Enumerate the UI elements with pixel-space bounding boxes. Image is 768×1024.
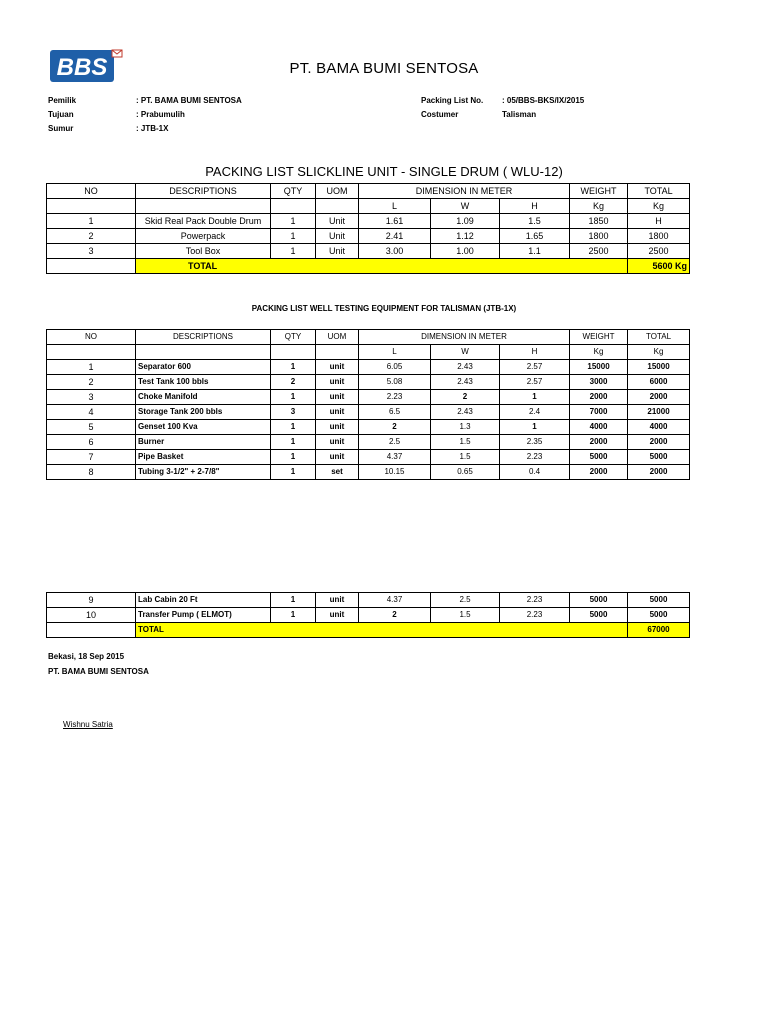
cell-no: 1 xyxy=(47,214,136,229)
cell-l: 5.08 xyxy=(359,375,431,390)
cell-l: 4.37 xyxy=(359,450,431,465)
cell-w: 1.5 xyxy=(431,435,500,450)
table-row xyxy=(47,390,690,405)
signatory-name: Wishnu Satria xyxy=(63,720,113,729)
cell-weight: 15000 xyxy=(570,360,628,375)
cell-total: 21000 xyxy=(628,405,690,420)
cell-qty: 2 xyxy=(271,375,316,390)
cell-total: 5000 xyxy=(628,608,690,623)
col-weight-header: WEIGHT xyxy=(570,330,628,345)
cell-desc: Storage Tank 200 bbls xyxy=(136,405,271,420)
cell-weight: 2500 xyxy=(570,244,628,259)
cell-no: 5 xyxy=(47,420,136,435)
cell-weight: 2000 xyxy=(570,435,628,450)
cell-h: 1 xyxy=(500,420,570,435)
customer-label: Costumer xyxy=(421,110,459,119)
well-value: : JTB-1X xyxy=(136,124,169,133)
cell-h: 1.5 xyxy=(500,214,570,229)
table-row xyxy=(47,229,690,244)
cell-uom: unit xyxy=(316,450,359,465)
total-label: TOTAL xyxy=(136,259,271,274)
cell-qty: 1 xyxy=(271,420,316,435)
table-row xyxy=(47,214,690,229)
cell-qty: 1 xyxy=(271,390,316,405)
table-row xyxy=(47,450,690,465)
cell-weight: 7000 xyxy=(570,405,628,420)
cell-h: 2.23 xyxy=(500,450,570,465)
info-values-right xyxy=(502,94,584,122)
cell-total: 15000 xyxy=(628,360,690,375)
cell-desc: Genset 100 Kva xyxy=(136,420,271,435)
cell-l: 6.05 xyxy=(359,360,431,375)
table-row xyxy=(47,465,690,480)
total-value: 5600 Kg xyxy=(628,259,690,274)
well-testing-packing-table xyxy=(46,329,690,480)
customer-value: Talisman xyxy=(502,110,537,119)
destination-value: : Prabumulih xyxy=(136,110,185,119)
cell-uom: Unit xyxy=(316,229,359,244)
total-value: 67000 xyxy=(628,623,690,638)
cell-qty: 1 xyxy=(271,244,316,259)
table-row xyxy=(47,375,690,390)
cell-no: 4 xyxy=(47,405,136,420)
cell-weight: 4000 xyxy=(570,420,628,435)
cell-weight: 5000 xyxy=(570,450,628,465)
cell-weight: 5000 xyxy=(570,608,628,623)
cell-w: 1.12 xyxy=(431,229,500,244)
cell-desc: Pipe Basket xyxy=(136,450,271,465)
table-row xyxy=(47,420,690,435)
owner-value: : PT. BAMA BUMI SENTOSA xyxy=(136,96,242,105)
cell-weight: 5000 xyxy=(570,593,628,608)
cell-l: 1.61 xyxy=(359,214,431,229)
total-label: TOTAL xyxy=(136,623,271,638)
col-dimension-header: DIMENSION IN METER xyxy=(359,330,570,345)
well-label: Sumur xyxy=(48,124,74,133)
cell-uom: unit xyxy=(316,390,359,405)
cell-w: 2.43 xyxy=(431,375,500,390)
cell-l: 2.23 xyxy=(359,390,431,405)
cell-total: 5000 xyxy=(628,450,690,465)
cell-h: 2.4 xyxy=(500,405,570,420)
total-row xyxy=(47,623,690,638)
cell-no: 2 xyxy=(47,375,136,390)
info-values-left xyxy=(136,94,242,136)
cell-h: 2.23 xyxy=(500,608,570,623)
cell-h: 1.65 xyxy=(500,229,570,244)
col-uom-header: UOM xyxy=(316,330,359,345)
cell-l: 6.5 xyxy=(359,405,431,420)
cell-uom: Unit xyxy=(316,214,359,229)
cell-w: 2.43 xyxy=(431,405,500,420)
cell-total: 2000 xyxy=(628,390,690,405)
cell-no: 9 xyxy=(47,593,136,608)
cell-total: 1800 xyxy=(628,229,690,244)
footer-company: PT. BAMA BUMI SENTOSA xyxy=(48,667,149,676)
col-total-header: TOTAL xyxy=(628,330,690,345)
cell-weight: 1850 xyxy=(570,214,628,229)
cell-no: 1 xyxy=(47,360,136,375)
cell-no: 3 xyxy=(47,390,136,405)
cell-uom: unit xyxy=(316,593,359,608)
cell-no: 7 xyxy=(47,450,136,465)
cell-l: 2.41 xyxy=(359,229,431,244)
table-subheader-row xyxy=(47,345,690,360)
cell-qty: 1 xyxy=(271,465,316,480)
cell-desc: Burner xyxy=(136,435,271,450)
cell-w: 2.43 xyxy=(431,360,500,375)
cell-qty: 1 xyxy=(271,229,316,244)
cell-desc: Separator 600 xyxy=(136,360,271,375)
col-h-header: H xyxy=(500,345,570,360)
cell-weight: 3000 xyxy=(570,375,628,390)
cell-qty: 3 xyxy=(271,405,316,420)
cell-w: 1.3 xyxy=(431,420,500,435)
cell-w: 2 xyxy=(431,390,500,405)
cell-no: 2 xyxy=(47,229,136,244)
col-l-header: L xyxy=(359,345,431,360)
cell-qty: 1 xyxy=(271,435,316,450)
place-date: Bekasi, 18 Sep 2015 xyxy=(48,652,125,661)
cell-h: 0.4 xyxy=(500,465,570,480)
cell-desc: Choke Manifold xyxy=(136,390,271,405)
col-no-header: NO xyxy=(47,330,136,345)
cell-no: 8 xyxy=(47,465,136,480)
table-row xyxy=(47,435,690,450)
cell-l: 2.5 xyxy=(359,435,431,450)
cell-uom: set xyxy=(316,465,359,480)
table-row xyxy=(47,244,690,259)
cell-l: 4.37 xyxy=(359,593,431,608)
table-row xyxy=(47,360,690,375)
cell-desc: Skid Real Pack Double Drum xyxy=(136,214,271,229)
cell-l: 10.15 xyxy=(359,465,431,480)
cell-total: 6000 xyxy=(628,375,690,390)
cell-qty: 1 xyxy=(271,450,316,465)
cell-uom: unit xyxy=(316,375,359,390)
cell-w: 1.09 xyxy=(431,214,500,229)
cell-desc: Tool Box xyxy=(136,244,271,259)
col-qty-header: QTY xyxy=(271,184,316,199)
col-l-header: L xyxy=(359,199,431,214)
table-row xyxy=(47,593,690,608)
cell-total: H xyxy=(628,214,690,229)
cell-l: 2 xyxy=(359,608,431,623)
table-header-row xyxy=(47,330,690,345)
col-desc-header: DESCRIPTIONS xyxy=(136,330,271,345)
cell-w: 1.00 xyxy=(431,244,500,259)
cell-h: 1 xyxy=(500,390,570,405)
col-total-unit: Kg xyxy=(628,345,690,360)
cell-desc: Test Tank 100 bbls xyxy=(136,375,271,390)
cell-h: 2.57 xyxy=(500,375,570,390)
cell-qty: 1 xyxy=(271,593,316,608)
col-weight-header: WEIGHT xyxy=(570,184,628,199)
col-weight-unit: Kg xyxy=(570,199,628,214)
cell-total: 2000 xyxy=(628,435,690,450)
total-row xyxy=(47,259,690,274)
cell-total: 4000 xyxy=(628,420,690,435)
col-dimension-header: DIMENSION IN METER xyxy=(359,184,570,199)
cell-qty: 1 xyxy=(271,214,316,229)
cell-w: 0.65 xyxy=(431,465,500,480)
cell-weight: 2000 xyxy=(570,390,628,405)
packing-list-no-value: : 05/BBS-BKS/IX/2015 xyxy=(502,96,585,105)
cell-uom: unit xyxy=(316,608,359,623)
col-no-header: NO xyxy=(47,184,136,199)
info-labels-right xyxy=(421,94,483,122)
cell-no: 6 xyxy=(47,435,136,450)
col-qty-header: QTY xyxy=(271,330,316,345)
col-w-header: W xyxy=(431,199,500,214)
destination-label: Tujuan xyxy=(48,110,74,119)
cell-weight: 2000 xyxy=(570,465,628,480)
cell-total: 5000 xyxy=(628,593,690,608)
cell-uom: Unit xyxy=(316,244,359,259)
cell-total: 2500 xyxy=(628,244,690,259)
col-desc-header: DESCRIPTIONS xyxy=(136,184,271,199)
table2-title: PACKING LIST WELL TESTING EQUIPMENT FOR TALISMAN (JTB-1X) xyxy=(251,304,517,313)
table1-title: PACKING LIST SLICKLINE UNIT - SINGLE DRUM ( WLU-12) xyxy=(205,164,563,179)
col-weight-unit: Kg xyxy=(570,345,628,360)
well-testing-packing-table-continued xyxy=(46,592,690,638)
col-total-unit: Kg xyxy=(628,199,690,214)
cell-desc: Tubing 3-1/2" + 2-7/8" xyxy=(136,465,271,480)
table-row xyxy=(47,608,690,623)
cell-weight: 1800 xyxy=(570,229,628,244)
owner-label: Pemilik xyxy=(48,96,77,105)
cell-total: 2000 xyxy=(628,465,690,480)
table-header-row xyxy=(47,184,690,199)
cell-uom: unit xyxy=(316,405,359,420)
cell-w: 1.5 xyxy=(431,450,500,465)
packing-list-no-label: Packing List No. xyxy=(421,96,484,105)
slickline-packing-table xyxy=(46,183,690,274)
col-w-header: W xyxy=(431,345,500,360)
company-title: PT. BAMA BUMI SENTOSA xyxy=(289,60,479,77)
info-labels-left xyxy=(48,94,76,136)
cell-no: 3 xyxy=(47,244,136,259)
cell-l: 3.00 xyxy=(359,244,431,259)
cell-uom: unit xyxy=(316,435,359,450)
cell-h: 1.1 xyxy=(500,244,570,259)
cell-h: 2.35 xyxy=(500,435,570,450)
cell-qty: 1 xyxy=(271,360,316,375)
cell-h: 2.57 xyxy=(500,360,570,375)
table-subheader-row xyxy=(47,199,690,214)
cell-desc: Transfer Pump ( ELMOT) xyxy=(136,608,271,623)
cell-no: 10 xyxy=(47,608,136,623)
cell-w: 2.5 xyxy=(431,593,500,608)
col-h-header: H xyxy=(500,199,570,214)
cell-desc: Lab Cabin 20 Ft xyxy=(136,593,271,608)
cell-uom: unit xyxy=(316,360,359,375)
cell-l: 2 xyxy=(359,420,431,435)
cell-desc: Powerpack xyxy=(136,229,271,244)
table-row xyxy=(47,405,690,420)
cell-h: 2.23 xyxy=(500,593,570,608)
cell-qty: 1 xyxy=(271,608,316,623)
svg-text:BBS: BBS xyxy=(56,54,108,81)
col-uom-header: UOM xyxy=(316,184,359,199)
col-total-header: TOTAL xyxy=(628,184,690,199)
cell-w: 1.5 xyxy=(431,608,500,623)
cell-uom: unit xyxy=(316,420,359,435)
